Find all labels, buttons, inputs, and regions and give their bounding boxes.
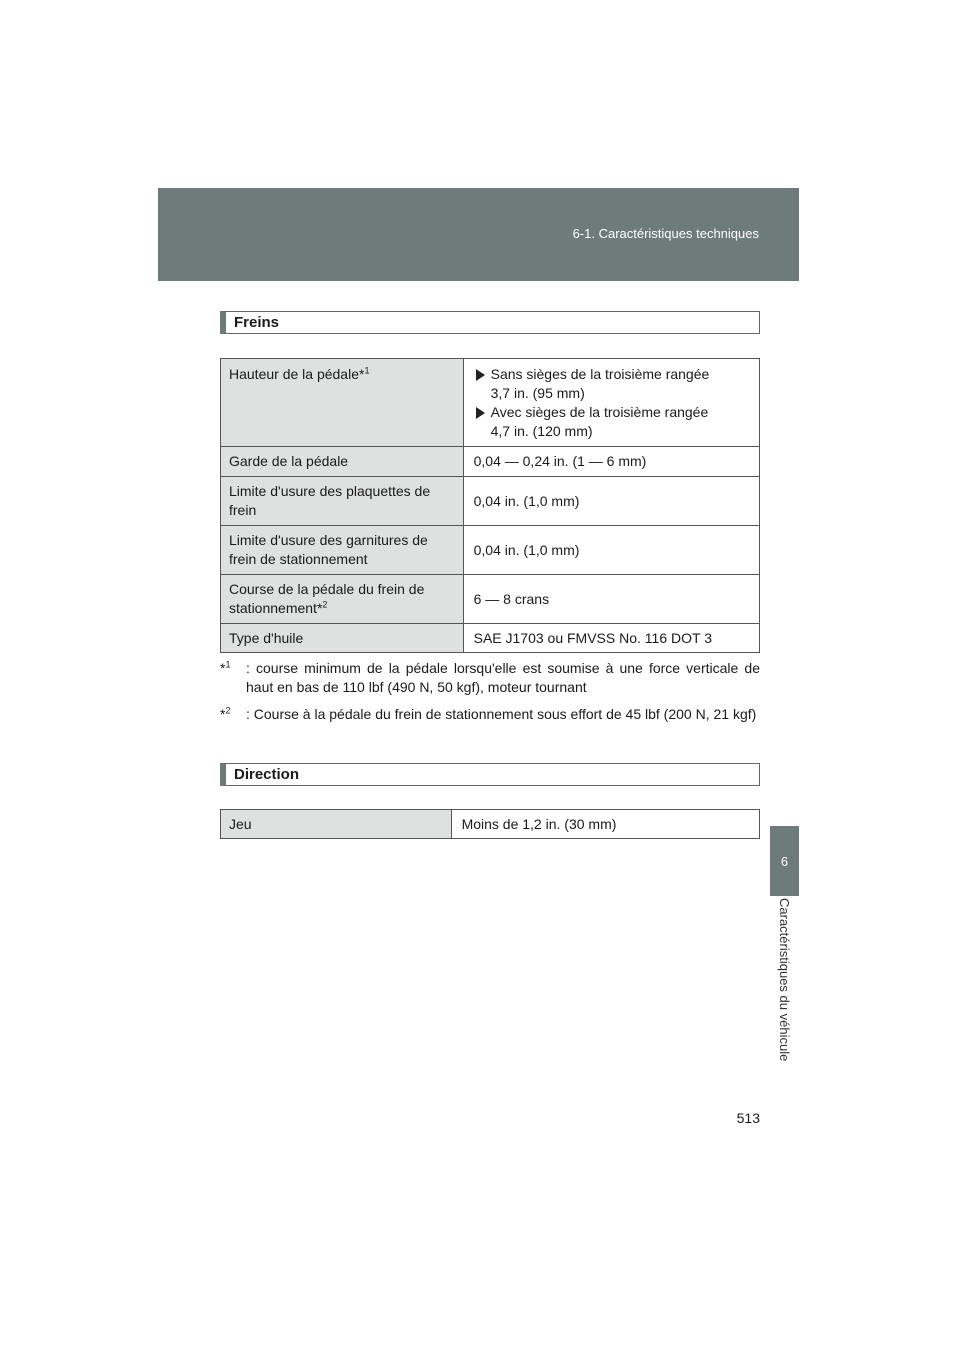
row-label: Limite d'usure des garnitures de frein de stationnement	[221, 526, 464, 575]
pedal-height-value: 3,7 in. (95 mm)	[490, 385, 585, 401]
row-value: 6 — 8 crans	[463, 575, 759, 624]
row-label: Jeu	[221, 810, 452, 839]
header-band	[158, 188, 799, 281]
section-heading-freins: Freins	[220, 311, 760, 334]
footnote-1: *$^1$ : course minimum de la pédale lorsqu'elle est soumise à une force verticale de haut en bas de 110 lbf (490 N, 50 kgf), moteur tournant	[220, 659, 760, 695]
triangle-bullet-icon	[476, 369, 485, 381]
row-value: Moins de 1,2 in. (30 mm)	[451, 810, 759, 839]
table-row	[221, 447, 760, 477]
table-row	[221, 526, 760, 575]
row-value: 0,04 in. (1,0 mm)	[463, 526, 759, 575]
section-title: 6-1. Caractéristiques techniques	[572, 226, 759, 241]
chapter-tab-number[interactable]: 6	[770, 826, 799, 896]
chapter-tab-label	[770, 896, 799, 1096]
page-number: 513	[736, 1110, 760, 1126]
row-value: 0,04 — 0,24 in. (1 — 6 mm)	[463, 447, 759, 477]
row-label: Limite d'usure des plaquettes de frein	[221, 477, 464, 526]
brakes-spec-table	[220, 358, 760, 653]
table-row	[221, 624, 760, 653]
row-value: SAE J1703 ou FMVSS No. 116 DOT 3	[463, 624, 759, 653]
table-row	[221, 575, 760, 624]
row-value	[463, 359, 759, 447]
row-label: Type d'huile	[221, 624, 464, 653]
row-label: Course de la pédale du frein de stationnement*$^2$	[221, 575, 464, 624]
section-heading-direction: Direction	[220, 763, 760, 786]
triangle-bullet-icon	[476, 407, 485, 419]
footnote-2: *$^2$ : Course à la pédale du frein de stationnement sous effort de 45 lbf (200 N, 21 kgf)	[220, 705, 757, 722]
chapter-tab-label-text: Caractéristiques du véhicule	[777, 898, 792, 1062]
row-label: Garde de la pédale	[221, 447, 464, 477]
steering-spec-table	[220, 809, 760, 839]
pedal-height-option: Sans sièges de la troisième rangée	[474, 365, 749, 384]
row-value: 0,04 in. (1,0 mm)	[463, 477, 759, 526]
table-row	[221, 359, 760, 447]
table-row	[221, 477, 760, 526]
table-row	[221, 810, 760, 839]
pedal-height-option: Avec sièges de la troisième rangée	[474, 403, 749, 422]
pedal-height-value: 4,7 in. (120 mm)	[490, 423, 593, 439]
row-label: Hauteur de la pédale*$^1$	[221, 359, 464, 447]
